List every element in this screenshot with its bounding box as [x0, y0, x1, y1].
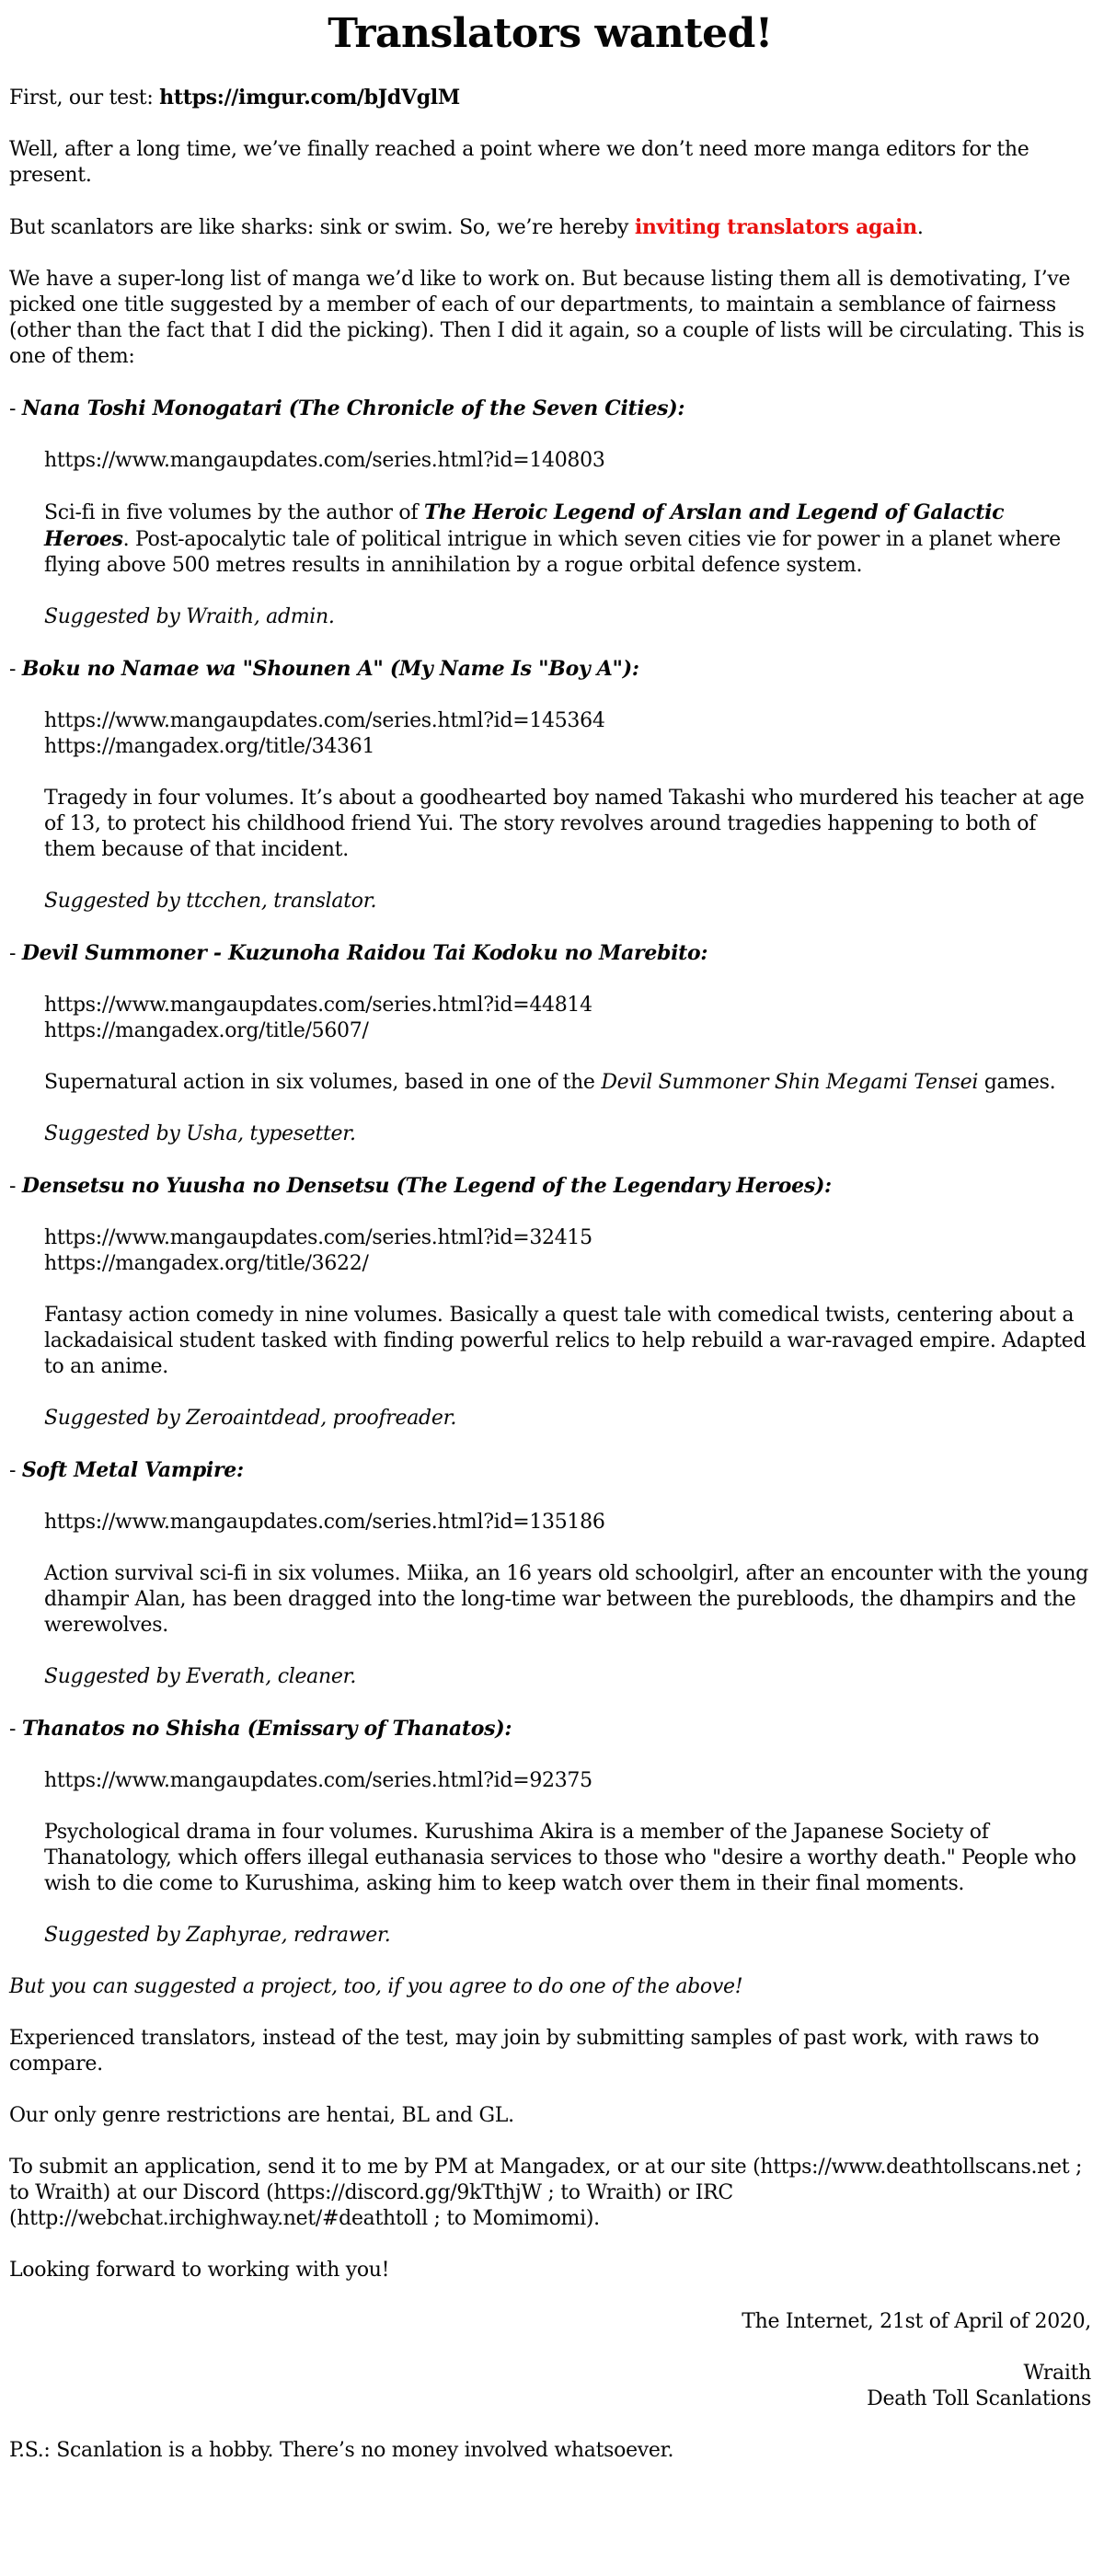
series-link: https://www.mangaupdates.com/series.html?id=44814 [44, 994, 592, 1017]
series-description: Psychological drama in four volumes. Kurushima Akira is a member of the Japanese Society of Thanatology, which offers illegal euthanasia services to those who "desire a worthy death." People who wish to die come to Kurushima, asking him to keep watch over them in their final moments. [44, 1821, 1076, 1895]
series-item [9, 1173, 1091, 1432]
list-dash: - [9, 1175, 22, 1198]
test-label: First, our test: [9, 86, 160, 109]
suggested-by: Suggested by Zeroaintdead, proofreader. [44, 1407, 457, 1430]
series-title-text: Soft Metal Vampire: [21, 1458, 244, 1482]
series-link: https://www.mangaupdates.com/series.html?id=135186 [44, 1511, 605, 1534]
series-title [9, 1716, 1091, 1742]
closing-line: Looking forward to working with you! [9, 2259, 390, 2282]
desc-text: games. [978, 1071, 1056, 1094]
series-link: https://www.mangaupdates.com/series.html?id=145364 [44, 709, 605, 732]
series-title-text: Densetsu no Yuusha no Densetsu (The Legend of the Legendary Heroes): [21, 1174, 832, 1198]
series-description [44, 500, 1091, 579]
suggest-own-project-note: But you can suggested a project, too, if you agree to do one of the above! [9, 1975, 743, 1998]
intro-paragraph-sharks [9, 214, 1091, 241]
series-item [9, 396, 1091, 630]
series-item [9, 656, 1091, 914]
series-links [44, 993, 1091, 1044]
series-title-text: Devil Summoner - Kuzunoha Raidou Tai Kodoku no Marebito: [21, 941, 708, 965]
suggested-by: Suggested by Zaphyrae, redrawer. [44, 1924, 391, 1947]
desc-text: Sci-fi in five volumes by the author of [44, 501, 424, 524]
signature-name: Wraith [1023, 2362, 1091, 2385]
desc-text: . Post-apocalytic tale of political intrigue in which seven cities vie for power in a planet where flying above 500 metres results in annihilation by a rogue orbital defence system. [44, 528, 1061, 577]
sharks-text: But scanlators are like sharks: sink or swim. So, we’re hereby [9, 216, 635, 239]
series-title-text: Thanatos no Shisha (Emissary of Thanatos): [21, 1717, 512, 1741]
desc-text: Supernatural action in six volumes, based in one of the [44, 1071, 602, 1094]
series-links [44, 1510, 1091, 1535]
series-title [9, 396, 1091, 422]
series-title [9, 940, 1091, 967]
series-item [9, 1716, 1091, 1949]
experienced-translators-paragraph: Experienced translators, instead of the test, may join by submitting samples of past work, with raws to compare. [9, 2027, 1040, 2076]
list-dash: - [9, 1718, 22, 1741]
series-title [9, 656, 1091, 683]
series-link: https://mangadex.org/title/5607/ [44, 1019, 369, 1042]
series-links [44, 448, 1091, 474]
desc-emphasis: Devil Summoner Shin Megami Tensei [601, 1071, 979, 1094]
series-link: https://www.mangaupdates.com/series.html?id=32415 [44, 1226, 592, 1249]
page-title: Translators wanted! [328, 10, 773, 57]
suggested-by: Suggested by ttcchen, translator. [44, 890, 377, 913]
series-description: Action survival sci-fi in six volumes. Miika, an 16 years old schoolgirl, after an encounter with the young dhampir Alan, has been dragged into the long-time war between the purebloods, the dhampirs and the werewolves. [44, 1562, 1088, 1637]
series-title-text: Boku no Namae wa "Shounen A" (My Name Is "Boy A"): [21, 657, 639, 681]
intro-paragraph-editors: Well, after a long time, we’ve finally reached a point where we don’t need more manga editors for the present. [9, 138, 1029, 187]
series-description: Fantasy action comedy in nine volumes. Basically a quest tale with comedical twists, centering about a lackadaisical student tasked with finding powerful relics to help rebuild a war-ravaged empire. Adapted to an anime. [44, 1304, 1087, 1378]
suggested-by: Suggested by Usha, typesetter. [44, 1122, 356, 1145]
signature-date: The Internet, 21st of April of 2020, [742, 2310, 1091, 2333]
signature-group: Death Toll Scanlations [867, 2387, 1091, 2410]
suggested-by: Suggested by Wraith, admin. [44, 605, 335, 628]
suggested-by: Suggested by Everath, cleaner. [44, 1665, 357, 1688]
list-dash: - [9, 658, 22, 681]
desc-emphasis: The Heroic Legend of Arslan and Legend of Galactic Heroes [44, 500, 1005, 551]
sharks-period: . [916, 216, 924, 239]
series-links [44, 1225, 1091, 1277]
postscript: P.S.: Scanlation is a hobby. There’s no money involved whatsoever. [9, 2439, 674, 2462]
series-title [9, 1173, 1091, 1200]
series-link: https://www.mangaupdates.com/series.html?id=140803 [44, 449, 605, 472]
series-link: https://mangadex.org/title/3622/ [44, 1252, 369, 1275]
series-description [44, 1070, 1091, 1096]
list-dash: - [9, 397, 22, 420]
series-title-text: Nana Toshi Monogatari (The Chronicle of the Seven Cities): [21, 397, 685, 420]
series-link: https://mangadex.org/title/34361 [44, 735, 375, 758]
series-description: Tragedy in four volumes. It’s about a goodhearted boy named Takashi who murdered his teacher at age of 13, to protect his childhood friend Yui. The story revolves around tragedies happening to both of them because of that incident. [44, 787, 1085, 861]
list-dash: - [9, 942, 22, 965]
series-item [9, 940, 1091, 1147]
series-item [9, 1457, 1091, 1690]
series-links [44, 708, 1091, 760]
test-url: https://imgur.com/bJdVglM [159, 86, 460, 109]
inviting-translators-highlight: inviting translators again [634, 215, 917, 239]
genre-restrictions-paragraph: Our only genre restrictions are hentai, BL and GL. [9, 2104, 514, 2127]
intro-paragraph-list: We have a super-long list of manga we’d like to work on. But because listing them all is demotivating, I’ve picked one title suggested by a member of each of our departments, to maintain a semblance of fairness (other than the fact that I did the picking). Then I did it again, so a couple of lists will be circulating. This is one of them: [9, 268, 1085, 368]
series-link: https://www.mangaupdates.com/series.html?id=92375 [44, 1769, 592, 1792]
signature-block [9, 2361, 1091, 2412]
test-line [9, 85, 1091, 111]
how-to-apply-paragraph: To submit an application, send it to me by PM at Mangadex, or at our site (https://www.deathtollscans.net ; to Wraith) at our Discord (https://discord.gg/9kTthjW ; to Wraith) or IRC (http://webchat.irchighway.net/#deathtoll ; to Momimomi). [9, 2156, 1083, 2230]
series-title [9, 1457, 1091, 1484]
series-links [44, 1768, 1091, 1794]
list-dash: - [9, 1459, 22, 1482]
